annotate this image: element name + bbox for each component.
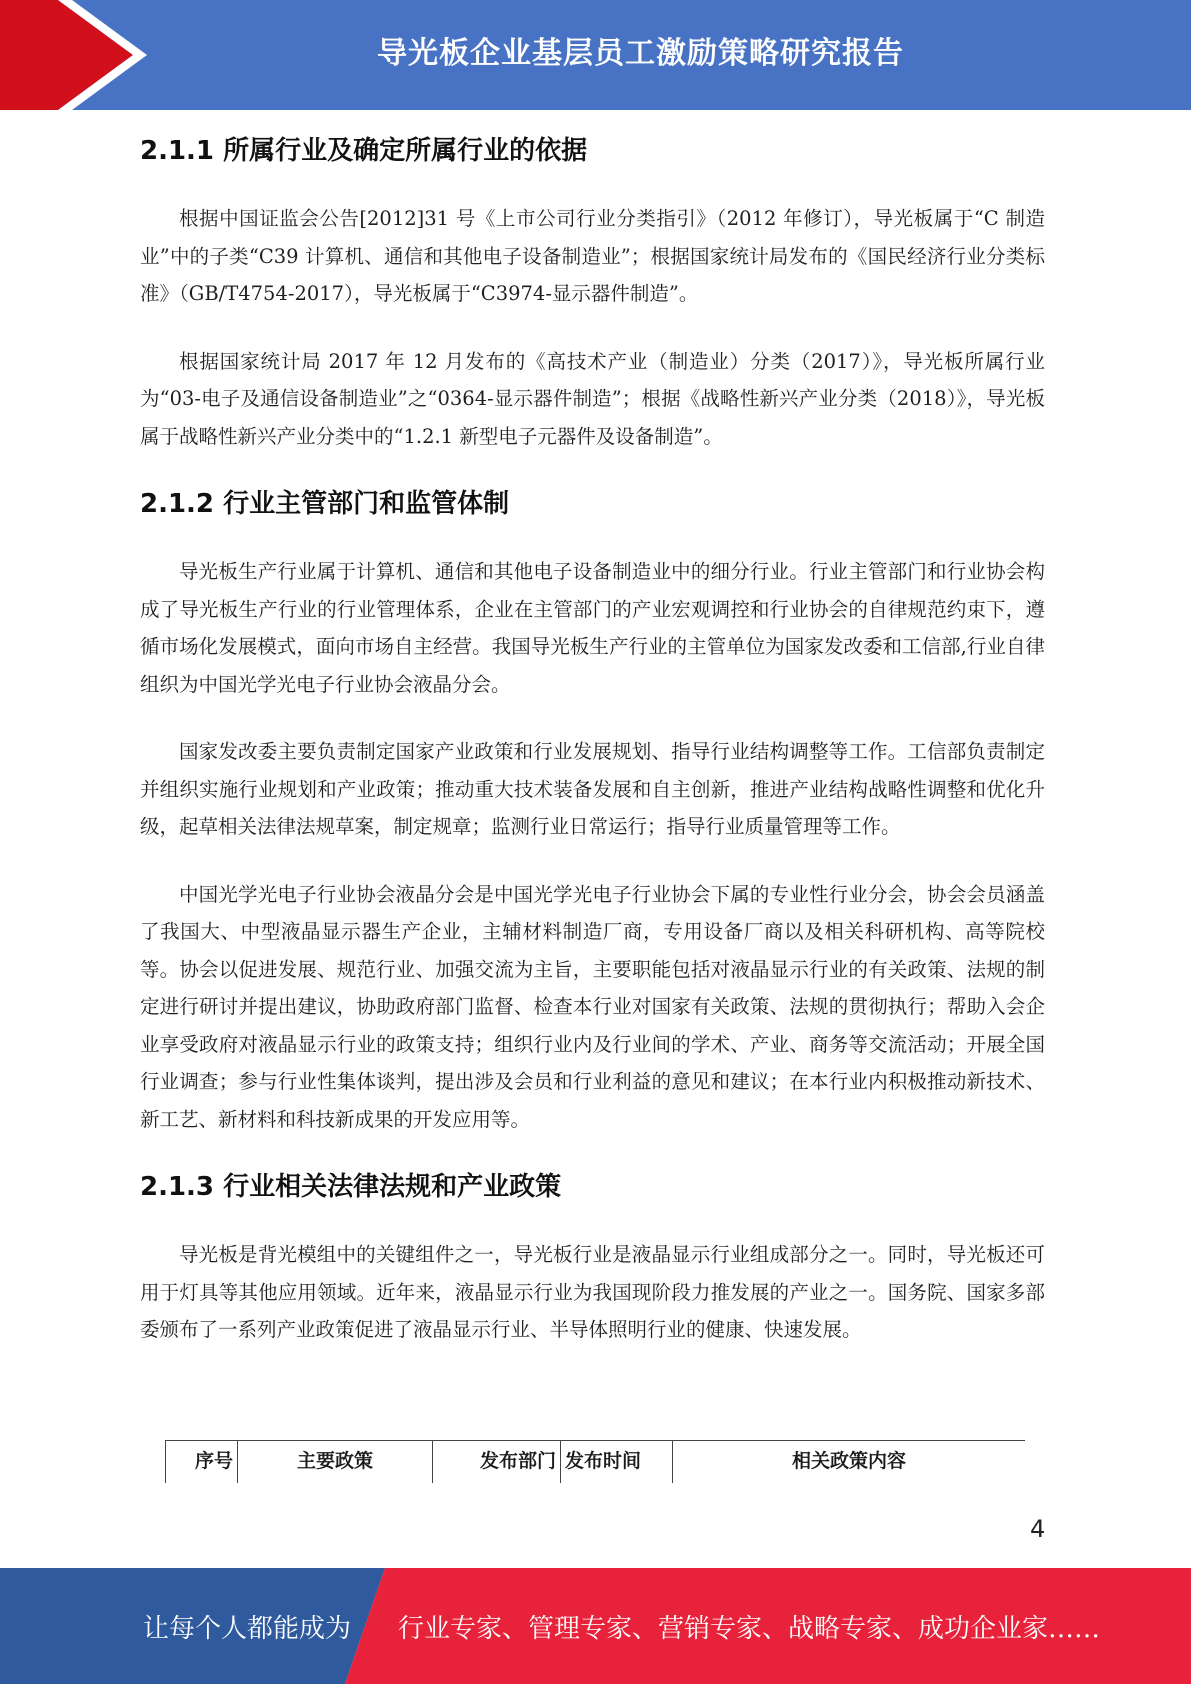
header-banner (0, 0, 1191, 110)
footer-banner (0, 1568, 1191, 1684)
page-number: 4 (1030, 1515, 1046, 1543)
section-heading: 2.1.2 行业主管部门和监管体制 (140, 489, 510, 519)
table-header-row (166, 1441, 1026, 1483)
paragraph: 导光板生产行业属于计算机、通信和其他电子设备制造业中的细分行业。行业主管部门和行业协会构成了导光板生产行业的行业管理体系，企业在主管部门的产业宏观调控和行业协会的自律规范约束下，遵循市场化发展模式，面向市场自主经营。我国导光板生产行业的主管单位为国家发改委和工信部,行业自律组织为中国光学光电子行业协会液晶分会。 (140, 560, 1045, 696)
document-body (140, 128, 1045, 1349)
paragraph: 国家发改委主要负责制定国家产业政策和行业发展规划、指导行业结构调整等工作。工信部负责制定并组织实施行业规划和产业政策；推动重大技术装备发展和自主创新，推进产业结构战略性调整和优化升级，起草相关法律法规草案，制定规章；监测行业日常运行；指导行业质量管理等工作。 (140, 740, 1045, 838)
table-header-cell: 发布时间 (561, 1441, 673, 1483)
header-arrow-decoration (0, 0, 150, 110)
policy-table (165, 1440, 1025, 1483)
table-header-cell: 序号 (166, 1441, 238, 1483)
section-heading: 2.1.1 所属行业及确定所属行业的依据 (140, 136, 588, 166)
paragraph: 导光板是背光模组中的关键组件之一，导光板行业是液晶显示行业组成部分之一。同时，导光板还可用于灯具等其他应用领域。近年来，液晶显示行业为我国现阶段力推发展的产业之一。国务院、国家多部委颁布了一系列产业政策促进了液晶显示行业、半导体照明行业的健康、快速发展。 (140, 1243, 1045, 1341)
paragraph: 根据国家统计局 2017 年 12 月发布的《高技术产业（制造业）分类（2017）》，导光板所属行业为“03-电子及通信设备制造业”之“0364-显示器件制造”；根据《战略性新兴产业分类（2018）》，导光板属于战略性新兴产业分类中的“1.2.1 新型电子元器件及设备制造”。 (140, 349, 1046, 448)
table-header-cell: 相关政策内容 (673, 1441, 1026, 1483)
section-heading: 2.1.3 行业相关法律法规和产业政策 (140, 1172, 562, 1202)
table-header-cell: 发布部门 (433, 1441, 561, 1483)
footer-slogan-left: 让每个人都能成为 (143, 1613, 352, 1644)
paragraph: 中国光学光电子行业协会液晶分会是中国光学光电子行业协会下属的专业性行业分会，协会会员涵盖了我国大、中型液晶显示器生产企业，主辅材料制造厂商，专用设备厂商以及相关科研机构、高等院校等。协会以促进发展、规范行业、加强交流为主旨，主要职能包括对液晶显示行业的有关政策、法规的制定进行研讨并提出建议，协助政府部门监督、检查本行业对国家有关政策、法规的贯彻执行；帮助入会企业享受政府对液晶显示行业的政策支持；组织行业内及行业间的学术、产业、商务等交流活动；开展全国行业调查；参与行业性集体谈判，提出涉及会员和行业利益的意见和建议；在本行业内积极推动新技术、新工艺、新材料和科技新成果的开发应用等。 (140, 882, 1045, 1131)
report-title: 导光板企业基层员工激励策略研究报告 (377, 36, 904, 71)
footer-slogan-right: 行业专家、管理专家、营销专家、战略专家、成功企业家…… (398, 1613, 1101, 1644)
paragraph: 根据中国证监会公告[2012]31 号《上市公司行业分类指引》（2012 年修订），导光板属于“C 制造业”中的子类“C39 计算机、通信和其他电子设备制造业”；根据国家统计局发布的《国民经济行业分类标准》（GB/T4754-2017），导光板属于“C3974-显示器件制造”。 (140, 207, 1045, 305)
table-header-cell: 主要政策 (238, 1441, 433, 1483)
